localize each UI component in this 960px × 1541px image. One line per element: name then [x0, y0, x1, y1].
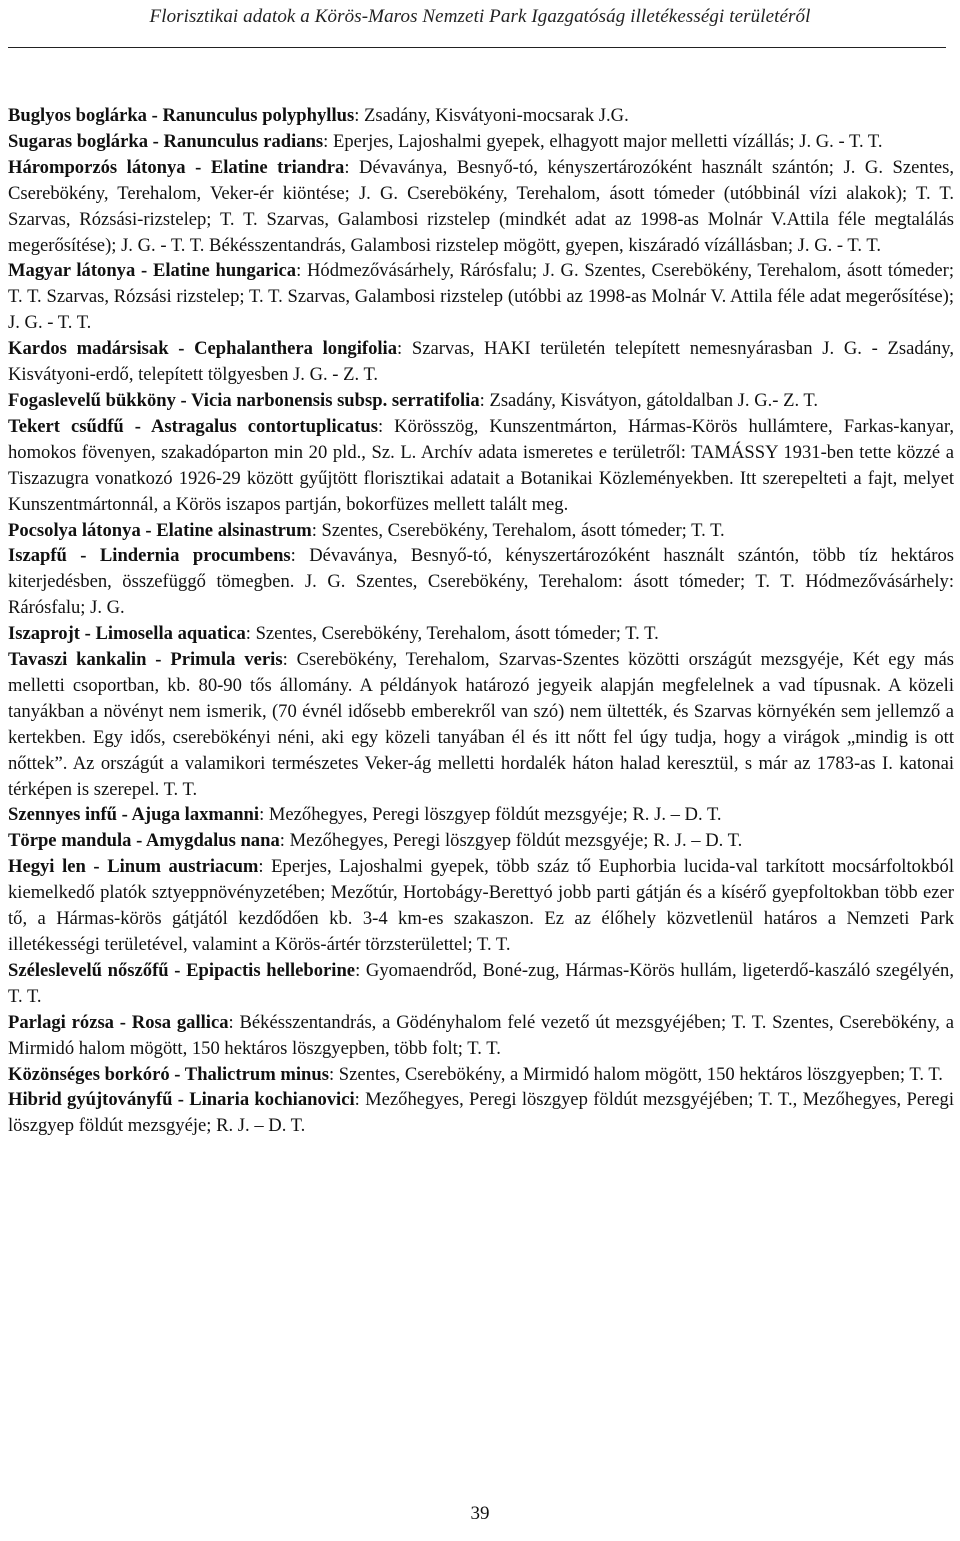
- species-locality: : Békésszentandrás, a Gödényhalom felé vezető út mezsgyéjében; T. T. Szentes, Cserebökény, a Mirmidó halom mögött, 150 hektáros löszgyepben, több folt; T. T.: [8, 1011, 955, 1059]
- species-locality: : Dévaványa, Besnyő-tó, kényszertározóként használt szántón, több tíz hektáros kiterjedésben, összefüggő tömegben. J. G. Szentes, Cserebökény, Terehalom: ásott tómeder; T. T. Hódmezővásárhely: Rárósfalu; J. G.: [8, 545, 954, 619]
- species-entry: [8, 854, 954, 958]
- species-name: Kardos madársisak - Cephalanthera longifolia: [8, 338, 398, 360]
- species-name: Szennyes infű - Ajuga laxmanni: [8, 804, 260, 826]
- species-entry: [8, 958, 954, 1010]
- species-name: Buglyos boglárka - Ranunculus polyphyllus: [8, 105, 355, 126]
- species-entry: [8, 1010, 954, 1062]
- species-locality: : Zsadány, Kisvátyoni-mocsarak J.G.: [354, 105, 629, 126]
- species-locality: : Szentes, Cserebökény, Terehalom, ásott tómeder; T. T.: [311, 519, 725, 541]
- species-locality: : Gyomaendrőd, Boné-zug, Hármas-Körös hullám, ligeterdő-kaszáló szegélyén, T. T.: [8, 959, 954, 1007]
- page-number: 39: [470, 1503, 490, 1524]
- species-entry: [8, 388, 954, 414]
- species-locality: : Dévaványa, Besnyő-tó, kényszertározóként használt szántón; J. G. Szentes, Cserebökény, Terehalom, Veker-ér kiöntése; J. G. Cserebökény, Terehalom, ásott tómeder (utóbbinál vízi alakok); T. T. Szarvas, Rózsási-rizstelep; T. T. Szarvas, Galambosi rizstelep (mindkét adat az 1998-as Molnár V.Attila féle megtalálás megerősítése); J. G. - T. T. Békésszentandrás, Galambosi rizstelep mögött, gyepen, kiszáradó vízállásban; J. G. - T. T.: [8, 156, 954, 256]
- species-entry: [8, 336, 954, 388]
- species-entry: [8, 414, 954, 518]
- species-name: Parlagi rózsa - Rosa gallica: [8, 1011, 229, 1033]
- species-locality: : Szentes, Cserebökény, Terehalom, ásott tómeder; T. T.: [245, 623, 659, 645]
- species-name: Hibrid gyújtoványfű - Linaria kochianovici: [8, 1089, 355, 1111]
- species-name: Fogaslevelű bükköny - Vicia narbonensis subsp. serratifolia: [8, 389, 480, 411]
- species-entry: [8, 647, 954, 802]
- species-locality: : Eperjes, Lajoshalmi gyepek, elhagyott major melletti vízállás; J. G. - T. T.: [323, 130, 883, 152]
- species-locality: : Mezőhegyes, Peregi löszgyep földút mezsgyéje; R. J. – D. T.: [279, 830, 743, 852]
- species-entry: [8, 1062, 954, 1088]
- species-locality: : Cserebökény, Terehalom, Szarvas-Szentes közötti országút mezsgyéje, Két egy más melletti csoportban, kb. 80-90 tős állomány. A példányok határozó jegyeik alapján megfelelnek a vad típusnak. A közeli tanyákban a növényt nem ismerik, (70 évnél idősebb emberekről van szó) nem ültették, és Szarvas környékén sem jellemző a kertekben. Egy idős, cserebökényi néni, aki egy közeli tanyában él és itt nőtt fel úgy tudja, hogy a virágok „mindig is ott nőttek”. Az országút a valamikori természetes Veker-ág melletti hordalék háton halad keresztül, s már az 1783-as I. katonai térképen is szerepel. T. T.: [8, 649, 954, 800]
- species-locality: : Körösszög, Kunszentmárton, Hármas-Körös hullámtere, Farkas-kanyar, homokos fövenyen, szakadóparton min 20 pld., Sz. L. Archív adata ismeretes e területről: TAMÁSSY 1931-ben tette közzé a Tiszazugra vonatkozó 1926-29 között gyűjtött florisztikai adatait a Botanikai Közleményekben. Itt szerepelteti a fajt, melyet Kunszentmártonnál, a Körös iszapos partján, bokorfüzes mellett talált meg.: [8, 415, 954, 515]
- species-name: Széleslevelű nőszőfű - Epipactis helleborine: [8, 959, 356, 981]
- species-locality: : Szarvas, HAKI területén telepített nemesnyárasban J. G. - Zsadány, Kisvátyoni-erdő, telepített tölgyesben J. G. - Z. T.: [8, 338, 954, 386]
- species-locality: : Eperjes, Lajoshalmi gyepek, több száz tő Euphorbia lucida-val tarkított mocsárfoltokból kiemelkedő platók sztyeppnövényzetében; Mezőtúr, Hortobágy-Berettyó jobb parti gátján és a kísérő gyepfoltokban több ezer tő, a Hármas-körös gátjától kezdődően kb. 3-4 km-es szakaszon. Ez az élőhely közvetlenül határos a Nemzeti Park illetékességi területével, valamint a Körös-ártér törzsterülettel; T. T.: [8, 856, 954, 955]
- species-name: Hegyi len - Linum austriacum: [8, 856, 259, 878]
- species-name: Iszapfű - Lindernia procumbens: [8, 545, 291, 567]
- species-name: Tavaszi kankalin - Primula veris: [8, 649, 283, 671]
- species-locality: : Mezőhegyes, Peregi löszgyep földút mezsgyéjében; T. T., Mezőhegyes, Peregi löszgyep földút mezsgyéje; R. J. – D. T.: [8, 1089, 954, 1137]
- species-entry: [8, 621, 954, 647]
- species-locality: : Szentes, Cserebökény, a Mirmidó halom mögött, 150 hektáros löszgyepben; T. T.: [328, 1063, 943, 1085]
- species-name: Sugaras boglárka - Ranunculus radians: [8, 130, 324, 152]
- species-name: Törpe mandula - Amygdalus nana: [8, 830, 280, 852]
- species-entry: [8, 155, 954, 259]
- species-name: Magyar látonya - Elatine hungarica: [8, 260, 297, 282]
- header-rule: [8, 47, 946, 48]
- species-entry: [8, 828, 954, 854]
- species-list: [8, 103, 954, 1139]
- species-entry: [8, 1087, 954, 1139]
- running-header-title: Florisztikai adatok a Körös-Maros Nemzeti Park Igazgatóság illetékességi területéről: [149, 6, 811, 27]
- species-entry: [8, 518, 954, 544]
- species-entry: [8, 258, 954, 336]
- species-entry: [8, 129, 954, 155]
- species-name: Tekert csűdfű - Astragalus contortuplicatus: [8, 415, 378, 437]
- species-name: Pocsolya látonya - Elatine alsinastrum: [8, 519, 312, 541]
- species-name: Háromporzós látonya - Elatine triandra: [8, 156, 345, 178]
- species-entry: [8, 802, 954, 828]
- species-name: Közönséges borkóró - Thalictrum minus: [8, 1063, 329, 1085]
- species-locality: : Mezőhegyes, Peregi löszgyep földút mezsgyéje; R. J. – D. T.: [259, 804, 722, 826]
- species-locality: : Hódmezővásárhely, Rárósfalu; J. G. Szentes, Cserebökény, Terehalom, ásott tómeder; T. T. Szarvas, Rózsási rizstelep; T. T. Szarvas, Galambosi rizstelep (utóbbi az 1998-as Molnár V. Attila féle adat megerősítése); J. G. - T. T.: [8, 260, 954, 334]
- species-entry: [8, 103, 954, 129]
- species-name: Iszaprojt - Limosella aquatica: [8, 623, 246, 645]
- species-locality: : Zsadány, Kisvátyon, gátoldalban J. G.- Z. T.: [479, 389, 819, 411]
- species-entry: [8, 543, 954, 621]
